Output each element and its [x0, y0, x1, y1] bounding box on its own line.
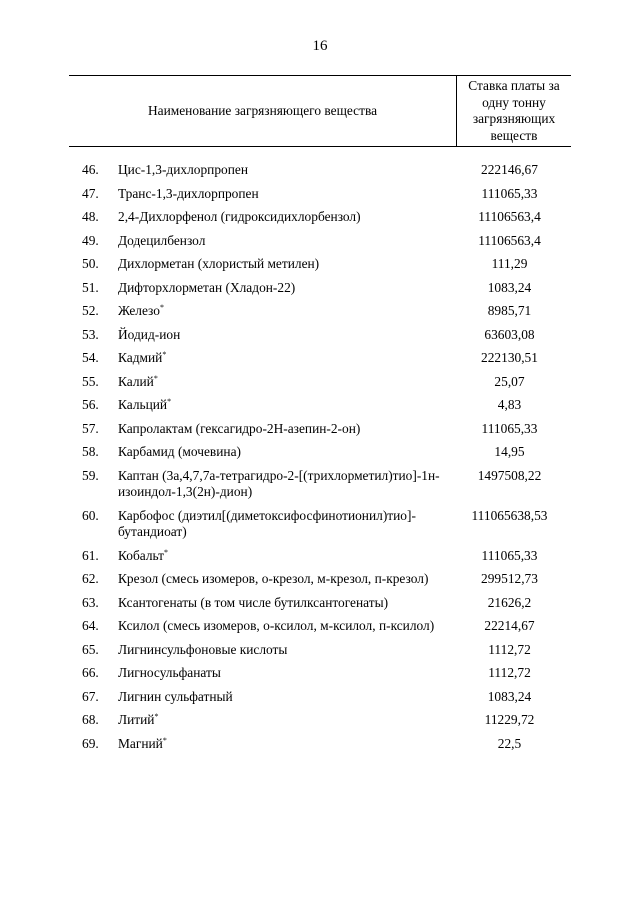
header-name-column: Наименование загрязняющего вещества [69, 76, 457, 146]
table-header [69, 75, 571, 147]
substance-name [116, 233, 448, 250]
substance-name [116, 642, 448, 659]
rate-value: 299512,73 [481, 571, 538, 586]
substance-name-text: Дифторхлорметан (Хладон-22) [118, 279, 296, 295]
rate-value: 4,83 [497, 397, 522, 412]
substance-name [116, 303, 448, 320]
table-row [69, 186, 571, 203]
footnote-marker: * [163, 547, 168, 557]
substance-name-text: Калий [118, 373, 154, 389]
footnote-marker: * [153, 373, 158, 383]
table-row [69, 421, 571, 438]
substance-name-text: Крезол (смесь изомеров, о-крезол, м-крезол, п-крезол) [118, 571, 429, 586]
rate-value: 1497508,22 [477, 467, 542, 483]
header-rate-column: Ставка платы за одну тонну загрязняющих веществ [468, 78, 560, 143]
substance-name-text: Каптан (3а,4,7,7а-тетрагидро-2-[(трихлорметил)тио]-1н-изоиндол-1,3(2н)-дион) [118, 467, 440, 499]
substance-name [116, 397, 448, 414]
row-number: 59. [82, 467, 99, 483]
row-number: 67. [82, 688, 99, 704]
row-number: 63. [82, 594, 99, 610]
substance-name [116, 327, 448, 344]
table-row [69, 595, 571, 612]
rate-value: 111065,33 [481, 420, 538, 436]
rate-value: 111065638,53 [471, 507, 548, 523]
substance-name-text: Железо [118, 303, 160, 318]
table-row [69, 233, 571, 250]
substance-name [116, 374, 448, 391]
table-row [69, 256, 571, 273]
row-number: 66. [82, 665, 99, 680]
substance-name [116, 350, 448, 367]
substance-name-text: Ксилол (смесь изомеров, о-ксилол, м-ксилол, п-ксилол) [118, 618, 435, 633]
table-row [69, 280, 571, 297]
substance-name-text: Карбамид (мочевина) [118, 444, 241, 459]
row-number: 69. [82, 735, 99, 751]
substance-name-text: Цис-1,3-дихлорпропен [118, 162, 249, 177]
rate-value: 11106563,4 [478, 232, 541, 248]
rate-value: 22214,67 [484, 618, 535, 633]
substance-name [116, 665, 448, 682]
table-row [69, 444, 571, 461]
substance-name [116, 421, 448, 438]
rate-value: 22,5 [497, 735, 522, 751]
table-row [69, 162, 571, 179]
rate-value: 14,95 [494, 444, 525, 459]
table-row [69, 548, 571, 565]
substance-name [116, 468, 448, 501]
row-number: 54. [82, 350, 99, 365]
substance-name-text: Лигнинсульфоновые кислоты [118, 641, 288, 657]
rate-value: 21626,2 [487, 594, 532, 610]
row-number: 55. [82, 373, 99, 389]
row-number: 60. [82, 507, 99, 523]
substance-name-text: Додецилбензол [118, 232, 206, 248]
table-row [69, 508, 571, 541]
footnote-marker: * [159, 303, 164, 312]
substance-name-text: Кобальт [118, 547, 164, 563]
table-row [69, 665, 571, 682]
row-number: 52. [82, 303, 99, 318]
substance-name-text: Лигнин сульфатный [118, 688, 233, 704]
substance-name-text: Дихлорметан (хлористый метилен) [118, 256, 320, 271]
rate-value: 25,07 [494, 373, 525, 389]
substance-name-text: Магний [118, 735, 163, 751]
rate-value: 11229,72 [484, 712, 535, 727]
table-row [69, 571, 571, 588]
rate-value: 1083,24 [487, 279, 532, 295]
rate-value: 111,29 [491, 256, 528, 271]
rate-value: 1112,72 [488, 641, 531, 657]
table-row [69, 303, 571, 320]
substance-name-text: Транс-1,3-дихлорпропен [118, 185, 259, 201]
row-number: 68. [82, 712, 99, 727]
row-number: 61. [82, 547, 99, 563]
substance-name [116, 736, 448, 753]
substance-name-text: 2,4-Дихлорфенол (гидроксидихлорбензол) [118, 209, 361, 224]
row-number: 48. [82, 209, 99, 224]
table-row [69, 468, 571, 501]
rate-value: 8985,71 [487, 303, 532, 318]
substance-name-text: Кальций [118, 397, 168, 412]
row-number: 57. [82, 420, 99, 436]
table-row [69, 689, 571, 706]
row-number: 62. [82, 571, 99, 586]
table-row [69, 397, 571, 414]
row-number: 51. [82, 279, 99, 295]
row-number: 65. [82, 641, 99, 657]
row-number: 53. [82, 326, 99, 342]
rate-value: 1112,72 [488, 665, 531, 680]
substance-name-text: Литий [118, 712, 155, 727]
rate-value: 63603,08 [484, 326, 535, 342]
table-row [69, 374, 571, 391]
footnote-marker: * [162, 735, 167, 745]
footnote-marker: * [167, 397, 172, 406]
substance-name-text: Йодид-ион [118, 326, 181, 342]
footnote-marker: * [162, 350, 167, 359]
footnote-marker: * [154, 712, 159, 721]
row-number: 58. [82, 444, 99, 459]
table-row [69, 642, 571, 659]
substance-name [116, 186, 448, 203]
substance-name [116, 280, 448, 297]
page-number: 16 [312, 38, 328, 54]
row-number: 64. [82, 618, 99, 633]
row-number: 47. [82, 185, 99, 201]
substance-name [116, 256, 448, 273]
substance-name-text: Капролактам (гексагидро-2Н-азепин-2-он) [118, 420, 361, 436]
substance-name [116, 548, 448, 565]
rate-value: 111065,33 [481, 547, 538, 563]
substance-name-text: Лигносульфанаты [118, 665, 221, 680]
substance-name [116, 162, 448, 179]
rate-value: 222146,67 [481, 162, 538, 177]
pollutant-rate-table [69, 75, 571, 759]
substance-name [116, 689, 448, 706]
substance-name [116, 508, 448, 541]
substance-name-text: Ксантогенаты (в том числе бутилксантогенаты) [118, 594, 389, 610]
substance-name [116, 571, 448, 588]
table-row [69, 618, 571, 635]
table-row [69, 327, 571, 344]
row-number: 46. [82, 162, 99, 177]
table-row [69, 712, 571, 729]
substance-name-text: Карбофос (диэтил[(диметоксифосфинотионил)тио]-бутандиоат) [118, 507, 416, 539]
rate-value: 111065,33 [481, 185, 538, 201]
rate-value: 11106563,4 [478, 209, 541, 224]
row-number: 56. [82, 397, 99, 412]
substance-name [116, 712, 448, 729]
substance-name [116, 618, 448, 635]
substance-name [116, 444, 448, 461]
row-number: 49. [82, 232, 99, 248]
table-row [69, 736, 571, 753]
row-number: 50. [82, 256, 99, 271]
substance-name [116, 595, 448, 612]
table-row [69, 350, 571, 367]
rate-value: 222130,51 [481, 350, 538, 365]
table-row [69, 209, 571, 226]
substance-name [116, 209, 448, 226]
rate-value: 1083,24 [487, 688, 532, 704]
substance-name-text: Кадмий [118, 350, 163, 365]
table-body [69, 147, 571, 752]
